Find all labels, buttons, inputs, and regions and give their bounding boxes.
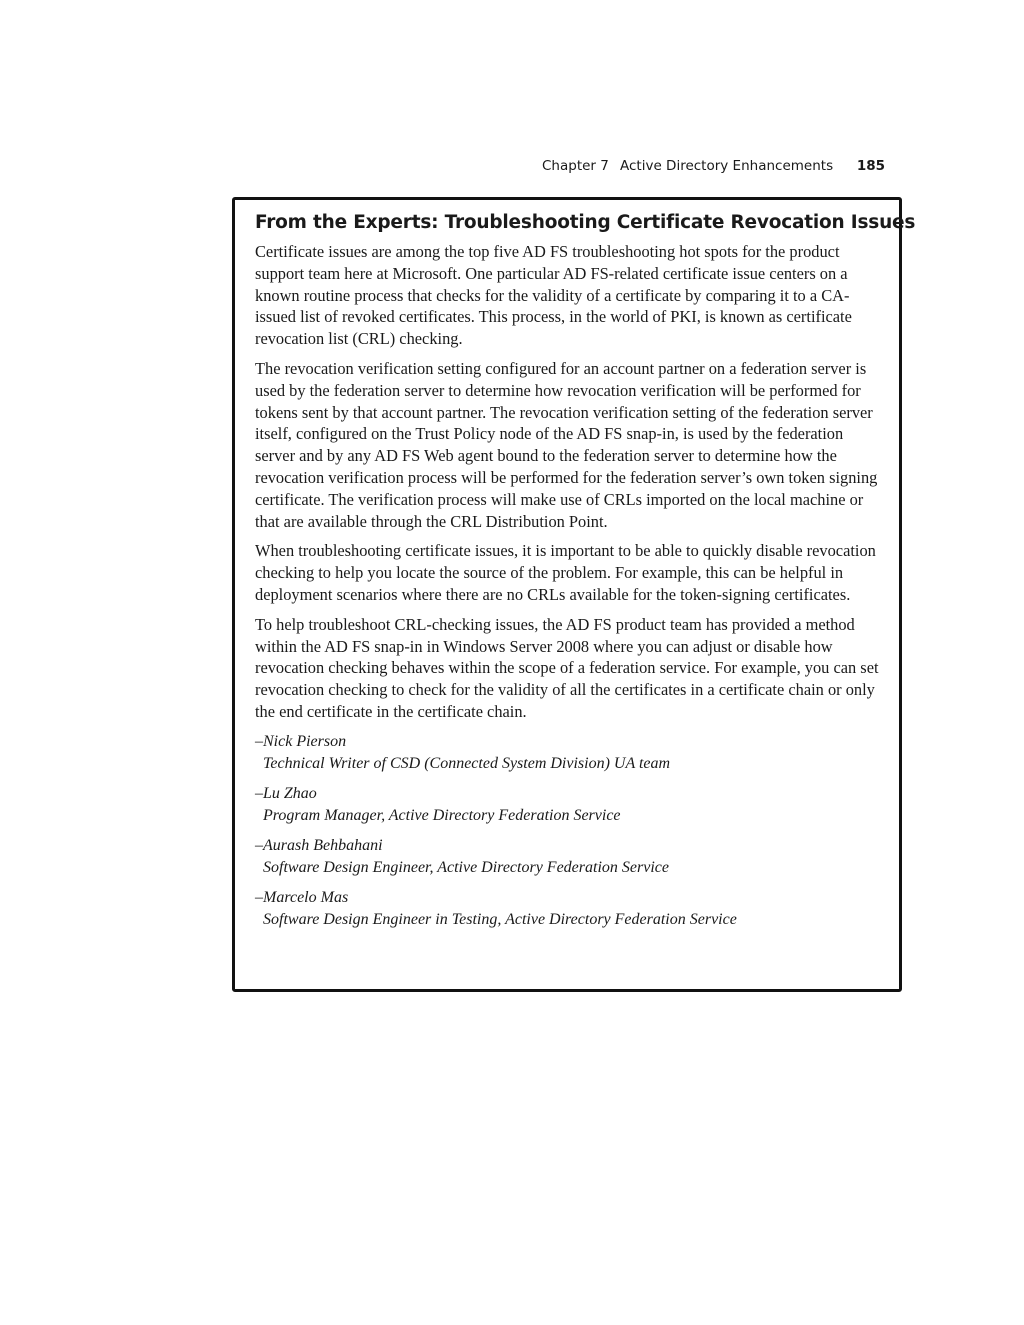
experts-sidebar-box <box>232 197 916 992</box>
author-credit <box>255 835 879 879</box>
author-credit <box>255 887 879 931</box>
author-name: –Nick Pierson <box>255 732 347 750</box>
author-credit <box>255 783 879 827</box>
sidebar-paragraph: When troubleshooting certificate issues, it is important to be able to quickly disable revocation checking to help you locate the source of the problem. For example, this can be helpful in deployment scenarios where there are no CRLs available for the token-signing certificates. <box>255 541 876 604</box>
author-name: –Marcelo Mas <box>255 888 349 906</box>
author-role: Technical Writer of CSD (Connected System Division) UA team <box>263 754 671 772</box>
chapter-title: Active Directory Enhancements <box>620 158 834 174</box>
author-credit <box>255 731 879 775</box>
sidebar-paragraph: Certificate issues are among the top five AD FS troubleshooting hot spots for the product support team here at Microsoft. One particular AD FS-related certificate issue centers on a known routine process that checks for the validity of a certificate by comparing it to a CA-issued list of revoked certificates. This process, in the world of PKI, is known as certificate revocation list (CRL) checking. <box>255 242 852 349</box>
sidebar-paragraph: To help troubleshoot CRL-checking issues, the AD FS product team has provided a method within the AD FS snap-in in Windows Server 2008 where you can adjust or disable how revocation checking behaves within the scope of a federation service. For example, you can set revocation checking to check for the validity of all the certificates in a certificate chain or only the end certificate in the certificate chain. <box>255 614 879 721</box>
author-name: –Aurash Behbahani <box>255 836 383 854</box>
author-role: Program Manager, Active Directory Federation Service <box>263 806 621 824</box>
chapter-label: Chapter 7 <box>542 158 609 174</box>
sidebar-title: From the Experts: Troubleshooting Certificate Revocation Issues <box>255 212 916 233</box>
sidebar-paragraph: The revocation verification setting configured for an account partner on a federation server is used by the federation server to determine how revocation verification will be performed for tokens sent by that account partner. The revocation verification setting of the federation server itself, configured on the Trust Policy node of the AD FS snap-in, is used by the federation server and by any AD FS Web agent bound to the federation server to determine how the revocation verification process will be performed for the federation server’s own token signing certificate. The verification process will make use of CRLs imported on the local machine or that are available through the CRL Distribution Point. <box>255 358 878 531</box>
page-number: 185 <box>856 158 885 174</box>
author-name: –Lu Zhao <box>255 784 317 802</box>
author-role: Software Design Engineer, Active Directory Federation Service <box>263 858 669 876</box>
author-role: Software Design Engineer in Testing, Active Directory Federation Service <box>263 910 737 928</box>
running-header <box>542 156 887 176</box>
